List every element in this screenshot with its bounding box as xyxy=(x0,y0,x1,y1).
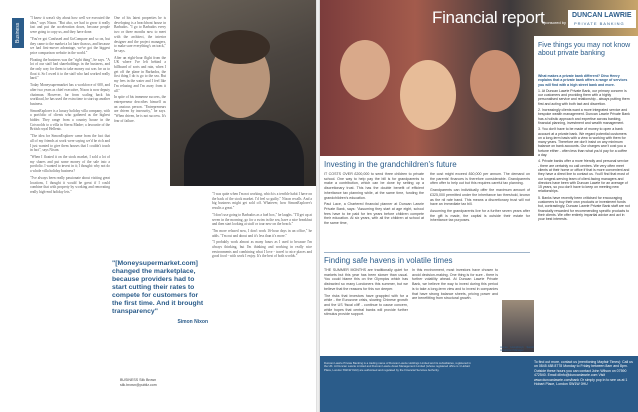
paragraph: "I've always been really passionate about visiting great locations, I thought it would be great if I could combine that with property by working and renovating really high-end holiday lets." xyxy=(30,175,110,194)
paragraph: Floating the business was the "right thing", he says. "A lot of our staff had shareholdings in the business, and the only way for them to take money out was for us to float it. So I owed it to the staff who had worked really hard." xyxy=(30,57,110,81)
article2-column-1 xyxy=(324,268,408,319)
pull-quote xyxy=(112,260,208,326)
paragraph: the cost might exceed £60,000 per annum. The demand on the parents' finances is therefore considerable. Grandparents often offer to help out but this requires careful tax planning. xyxy=(430,172,530,186)
sidebar-item: 4. Private banks offer a more friendly and personal service - there are certainly no call centres. We very often meet clients at their home or office if that is more convenient and they have a direct line to contact us. You'll find that most of our longest-serving team of client-facing managers and directors have been with Duncan Lawrie for an average of 15 years, so you don't have to keep on meeting new relationships. xyxy=(538,159,630,194)
contact-panel: To find out more, contact us (mentioning Mayfair Times): Call us on 0845 488 8778 Monday to Friday between 8am and 8pm. Outside these hours you can contact John Wilson on 07590 472540. Email dlinfo@duncanlawrie.com Visit www.duncanlawrie.com/bank Or simply pop in to see us at 1 Hobart Place, London SW1W 0HU xyxy=(534,360,633,387)
paragraph: "I knew it wasn't shy about how well we executed the idea," says Nixon. "But also, we had to grow it really fast and put the acceleration down, because people were going to copy us, and they have done. xyxy=(30,16,110,35)
article1-title: Investing in the grandchildren's future xyxy=(324,160,457,169)
paragraph: THE SUMMER MONTHS are traditionally quiet for markets but this year has been slower than usual. You could blame this on the Olympics which has distracted so many Londoners this summer, but we believe that the reasons for this run deeper. xyxy=(324,268,408,291)
article2-column-2 xyxy=(412,268,498,303)
paragraph: After an eight-hour flight from the UK where I've left behind a billboard of sorts and rain, when I get off the plane in Barbados, the first thing I do is go to the sea. But my fees in the water and I feel like I'm relaxing and I'm away from it all." xyxy=(114,55,166,93)
logo-sub-text: PRIVATE BANKING xyxy=(574,21,625,26)
paragraph: IT COSTS OVER £200,000 to send three children to private school. One way to help pay the bill is for grandparents to make a contribution, which can be done by setting up a discretionary trust. This has the double benefit of efficient inheritance tax planning while, at the same time, funding the grandchildren's education. xyxy=(324,172,424,200)
logo-main-text: DUNCAN LAWRIE xyxy=(572,12,632,19)
sponsor-label: sponsored by xyxy=(542,20,567,25)
byline-email: silk.brown@publiz.com xyxy=(120,383,157,387)
photo-person-3 xyxy=(470,50,520,112)
sidebar-intro: What makes a private bank different? Dino Henry explains that a private bank offers a range of services you will find with a high street bank and more. xyxy=(538,74,628,87)
paragraph: "The idea for SimonExplorer came from the fact that all of my friends at work were saying we'd be rich and I just wanted to give them houses that I couldn't touch in fact", says Nixon. xyxy=(30,134,110,153)
article-column-2 xyxy=(114,16,166,256)
paragraph: "You've got Confused and GoCompare and so on, but they came to the market a lot later than us, and because we had first-mover advantage, we've got the biggest price comparison website in the world." xyxy=(30,36,110,55)
pull-quote-author: Simon Nixon xyxy=(177,319,208,325)
report-title: Financial report xyxy=(432,8,545,27)
article1-column-2 xyxy=(430,172,530,225)
photo-person-2 xyxy=(400,60,456,130)
paragraph: Assuming the grandparents live for a further seven years after the gift is made, the capital is outside their estate for inheritance tax purposes. xyxy=(430,208,530,223)
paragraph: In spite of his immense success, the entrepreneur describes himself as an anxious person. "Entrepreneurs are driven by insecurity," he says. "When driven, he is not success. It's fear of failure. xyxy=(114,95,166,123)
sidebar-item: 3. You don't have to be made of money to open a bank account at a private bank. We regard potential customers on a long-term basis with a view to working with them for many years. Therefore we don't insist on any minimum balance on bank accounts. Our charges won't cost you a fortune either - often less than what you'd pay for a coffee a day. xyxy=(538,127,628,158)
report-header xyxy=(320,0,638,36)
photo-person-1 xyxy=(340,40,390,100)
bank-logo xyxy=(568,10,636,28)
paragraph: SimonExplorer is a luxury holiday villa company, with a portfolio of clients who gathered as the highest bidder. They range from a country house in the Cotswolds to a villa in Sierra Madre; a favourite of the British royal Hellenic. xyxy=(30,108,110,132)
byline-name: BUSINESS Silk Brown xyxy=(120,378,157,382)
sidebar-body xyxy=(538,74,630,224)
sidebar-panel xyxy=(534,36,638,354)
pull-quote-text: "[Moneysupermarket.com] changed the marketplace, because providers had to start cutting their rates to compete for customers for the first time. And it brought transparency" xyxy=(112,260,204,315)
portrait-photo xyxy=(170,0,318,186)
article-column-1 xyxy=(30,16,110,396)
manager-caption: James Humphreys Senior Investment Manager xyxy=(500,346,534,352)
right-page xyxy=(320,0,638,412)
sidebar-title: Five things you may not know about private banking xyxy=(538,42,631,57)
manager-photo xyxy=(502,300,534,352)
portrait-hair xyxy=(210,30,270,64)
byline xyxy=(120,378,157,388)
article1-column-1 xyxy=(324,172,424,228)
paragraph: "I probably work almost as many hours as I used to because I'm always thinking, but I'm thinking and working in really nice environments and combining what I love - travel to nice places and good food - with work I enjoy. It's the best of both worlds." xyxy=(212,240,312,259)
portrait-jacket xyxy=(184,120,304,186)
article2-title: Finding safe havens in volatile times xyxy=(324,256,453,265)
paragraph: "I was quite when I'm not working, which is a terrible habit I have on the back of the stock market. I'd feel so guilty." Nixon recalls. And a big business might get sold off. Whatever, how SimonExplorer's results a great." xyxy=(212,192,312,211)
sidebar-item: 5. Banks have recently been criticised for encouraging customers to buy their own products or investment funds but, contrastingly, Duncan Lawrie Private Bank staff are not financially rewarded for recommending specific products to their clients. We offer entirely impartial advice and act in your best interests. xyxy=(538,195,630,222)
paragraph: "I don't use going to Barbados as a fuel box," he laughs. "I'll get up at seven in the morning, go for a swim in the sea, have a nice breakfast and then start looking at stuff or tour new on the beach." xyxy=(212,212,313,227)
legal-smallprint: Duncan Lawrie Private Banking is a trading name of Duncan Lawrie Holdings Limited and its subsidiaries, registered in the UK. At Duncan Lawrie Limited and Duncan Lawrie Asset Management Limited (whose registered office is 1 Hobart Place, London SW1W 0HU) are authorised and regulated by the Financial Services Authority. xyxy=(324,361,471,372)
paragraph: In this environment, most investors have chosen to avoid decision-making. One thing is for sure - there is further volatility ahead. At Duncan Lawrie Private Bank, we believe the way to invest during this period is to take a long-term view and to invest in companies that have strong balance sheets, pricing power and are benefitting from structural growth. xyxy=(412,268,498,301)
paragraph: Paul Lace, a Chartered financial planner at Duncan Lawrie Private Bank, says: "Assuming they start at age eight, school fees have to be paid for ten years before children compete their education. At six years, with all the children at school at the same time, xyxy=(324,202,424,226)
sidebar-item: 2. Increasingly clients want a more integrated service and bespoke wealth management. Duncan Lawrie Private Bank has a holistic approach and expertise across banking, financial planning, investment and wealth management. xyxy=(538,108,630,125)
left-page xyxy=(0,0,318,412)
paragraph: Today Moneysupermarket has a workforce of 600, and after two years as chief executive, Nixon is now deputy chairman. However, far from scaling back his workload, he has used the extra time to start up another business. xyxy=(30,83,110,106)
paragraph: Grandparents can individually offer the maximum amount of £325,000 permitted under the inheritance tax threshold, known as the nil rate band. This means a discretionary trust will not have an immediate tax bill. xyxy=(430,188,530,207)
paragraph: "When I floated it on the stock market, I sold a lot of my shares and put some money of the sale into a portfolio. I wanted to invest in it; I thought: why not do a whole villa holiday business? xyxy=(30,154,110,174)
section-tab: Business xyxy=(12,18,24,48)
sidebar-item: 1. At Duncan Lawrie Private Bank, our primary concern is our customers and providing them with a highly personalised service and relationship - always putting them first and acting with both tact and discretion. xyxy=(538,88,630,106)
paragraph: The risks that investors have grappled with for a while - the Eurozone crisis, slowing Chinese growth and the US 'fiscal cliff' - continue to cause concern, while hopes that central banks will provide further stimulus provide support. xyxy=(324,293,408,317)
article-column-3 xyxy=(212,192,312,382)
paragraph: "I'm more relaxed now, I don't work 16-hour days in an office," he adds. "I'm out and about and it's less than it's more." xyxy=(212,228,312,238)
paragraph: One of his latest properties he is developing is a beachfront house in Barbados. "I go to Barbados every two or three months now to meet with the architect, the interior designer and the project managers, to make sure everything's on track," he says. xyxy=(114,16,166,53)
section-divider xyxy=(324,252,530,253)
